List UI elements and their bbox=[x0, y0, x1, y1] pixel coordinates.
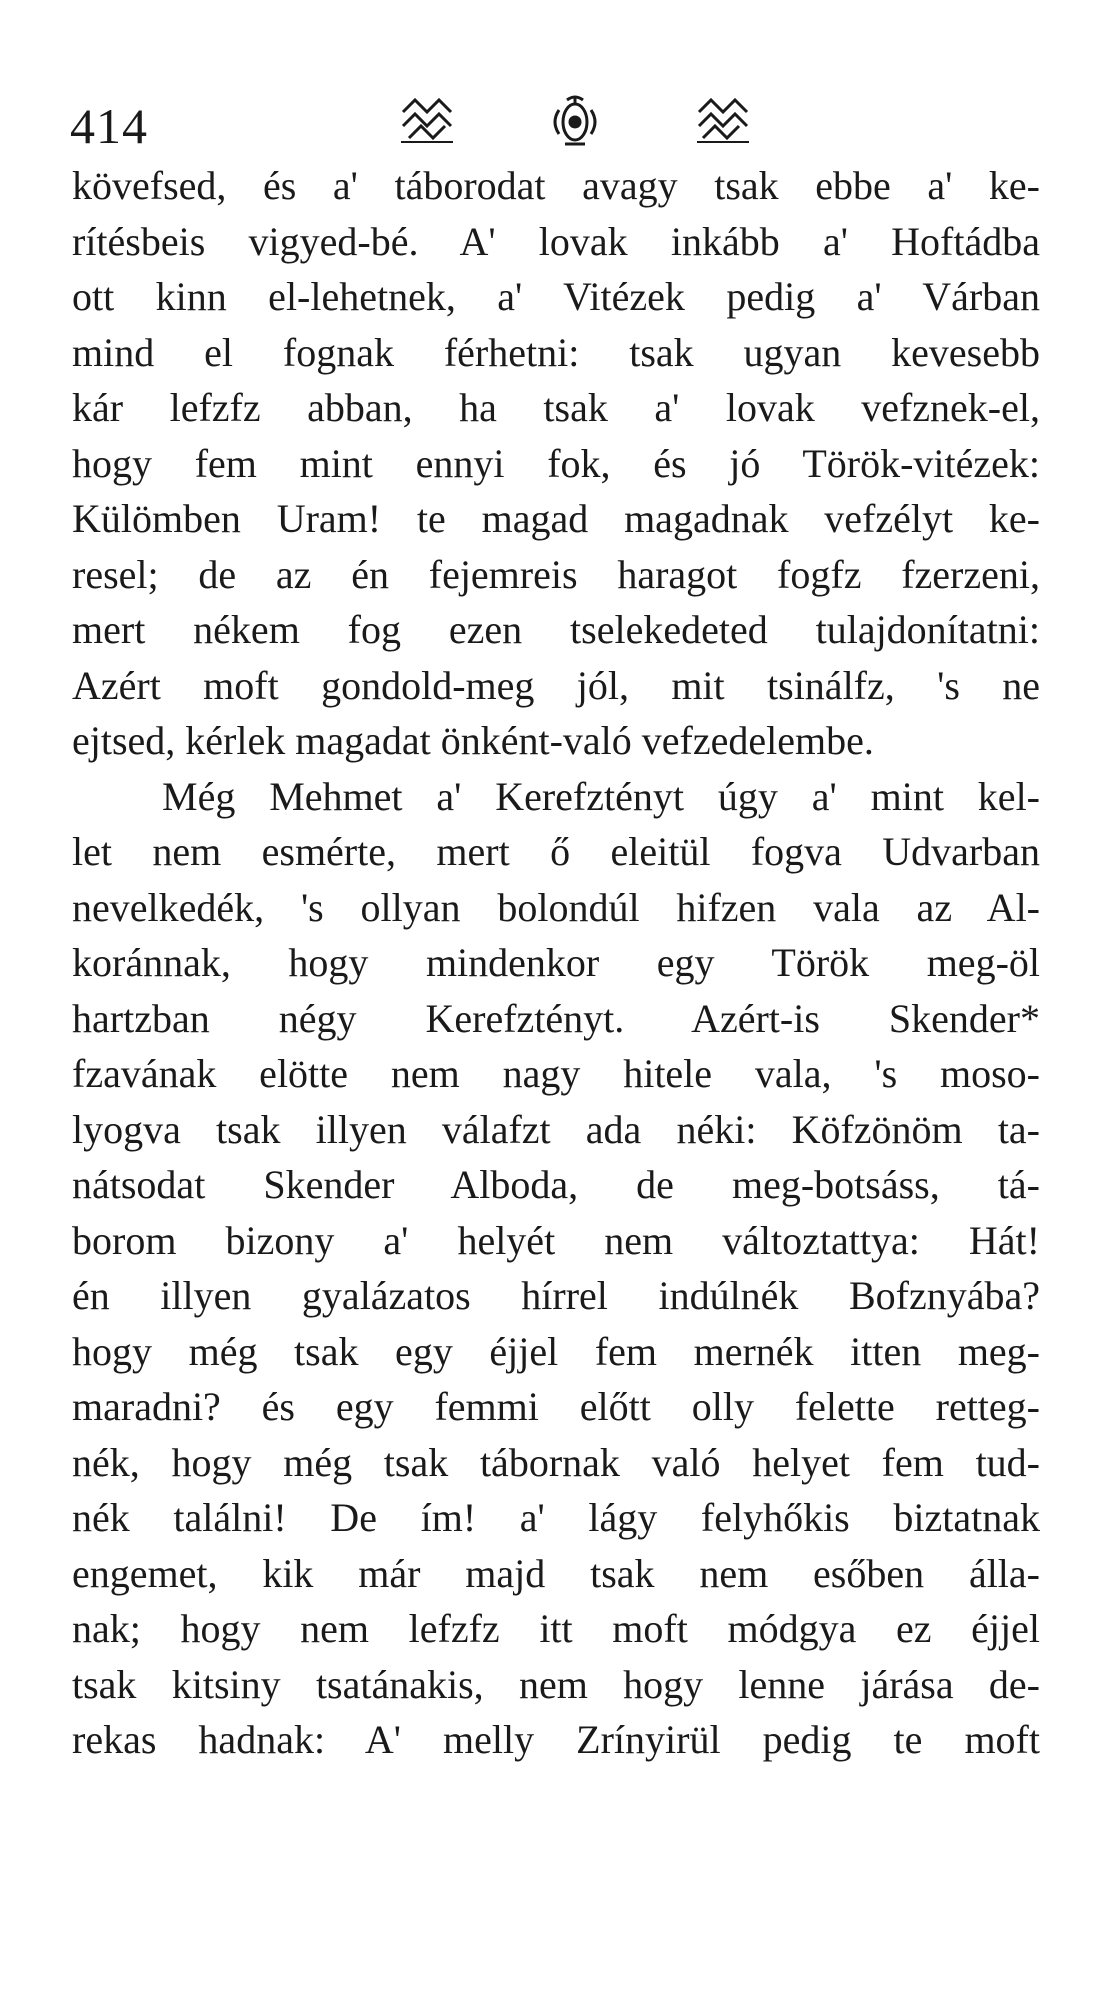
body-text bbox=[72, 158, 1040, 1768]
text-line: nátsodat Skender Alboda, de meg-botsáss, tá- bbox=[72, 1162, 1040, 1207]
text-line: engemet, kik már majd tsak nem esőben álla- bbox=[72, 1550, 1040, 1596]
text-line: Azért moft gondold-meg jól, mit tsinálfz, 's ne bbox=[72, 662, 1040, 708]
text-line: fzavának elötte nem nagy hitele vala, 's moso- bbox=[72, 1051, 1040, 1096]
left-zigzag-ornament-icon bbox=[401, 100, 453, 142]
text-line: ejtsed, kérlek magadat önként-való vefzedelembe. bbox=[72, 718, 874, 763]
text-line: let nem esmérte, mert ő eleitül fogva Udvarban bbox=[72, 829, 1040, 874]
center-flower-ornament-icon bbox=[555, 97, 595, 144]
text-line: nak; hogy nem lefzfz itt moft módgya ez éjjel bbox=[72, 1606, 1040, 1651]
text-line: nék, hogy még tsak tábornak való helyet fem tud- bbox=[72, 1439, 1040, 1485]
text-line: nevelkedék, 's ollyan bolondúl hifzen vala az Al- bbox=[72, 884, 1040, 930]
text-line: mind el fognak férhetni: tsak ugyan kevesebb bbox=[72, 329, 1040, 375]
text-line: ott kinn el-lehetnek, a' Vitézek pedig a' Várban bbox=[72, 274, 1040, 319]
text-line: koránnak, hogy mindenkor egy Török meg-öl bbox=[72, 940, 1040, 985]
paragraph-start-line: Még Mehmet a' Kerefztényt úgy a' mint kel- bbox=[162, 773, 1040, 819]
text-line: rítésbeis vigyed-bé. A' lovak inkább a' Hoftádba bbox=[72, 218, 1040, 264]
page-header bbox=[70, 92, 1060, 162]
text-line: maradni? és egy femmi előtt olly felette retteg- bbox=[72, 1384, 1040, 1429]
page-number: 414 bbox=[70, 98, 148, 154]
text-line: mert nékem fog ezen tselekedeted tulajdonítatni: bbox=[72, 607, 1040, 652]
text-line: kövefsed, és a' táborodat avagy tsak ebbe a' ke- bbox=[72, 163, 1040, 208]
text-line: hogy fem mint ennyi fok, és jó Török-vitézek: bbox=[72, 440, 1040, 486]
text-line: rekas hadnak: A' melly Zrínyirül pedig te moft bbox=[72, 1717, 1040, 1762]
text-line: resel; de az én fejemreis haragot fogfz fzerzeni, bbox=[72, 551, 1040, 597]
text-line: kár lefzfz abban, ha tsak a' lovak vefznek-el, bbox=[72, 385, 1040, 430]
right-zigzag-ornament-icon bbox=[697, 100, 749, 142]
text-line: én illyen gyalázatos hírrel indúlnék Bofznyába? bbox=[72, 1273, 1040, 1318]
text-line: Külömben Uram! te magad magadnak vefzélyt ke- bbox=[72, 496, 1040, 541]
text-line: lyogva tsak illyen válafzt ada néki: Köfzönöm ta- bbox=[72, 1106, 1040, 1152]
header-ornament bbox=[395, 92, 755, 152]
text-line: borom bizony a' helyét nem változtattya: Hát! bbox=[72, 1217, 1040, 1263]
text-line: nék találni! De ím! a' lágy felyhőkis biztatnak bbox=[72, 1495, 1040, 1540]
text-line: hogy még tsak egy éjjel fem mernék itten meg- bbox=[72, 1328, 1040, 1374]
text-line: hartzban négy Kerefztényt. Azért-is Skender* bbox=[72, 995, 1040, 1041]
text-line: tsak kitsiny tsatánakis, nem hogy lenne járása de- bbox=[72, 1661, 1040, 1707]
